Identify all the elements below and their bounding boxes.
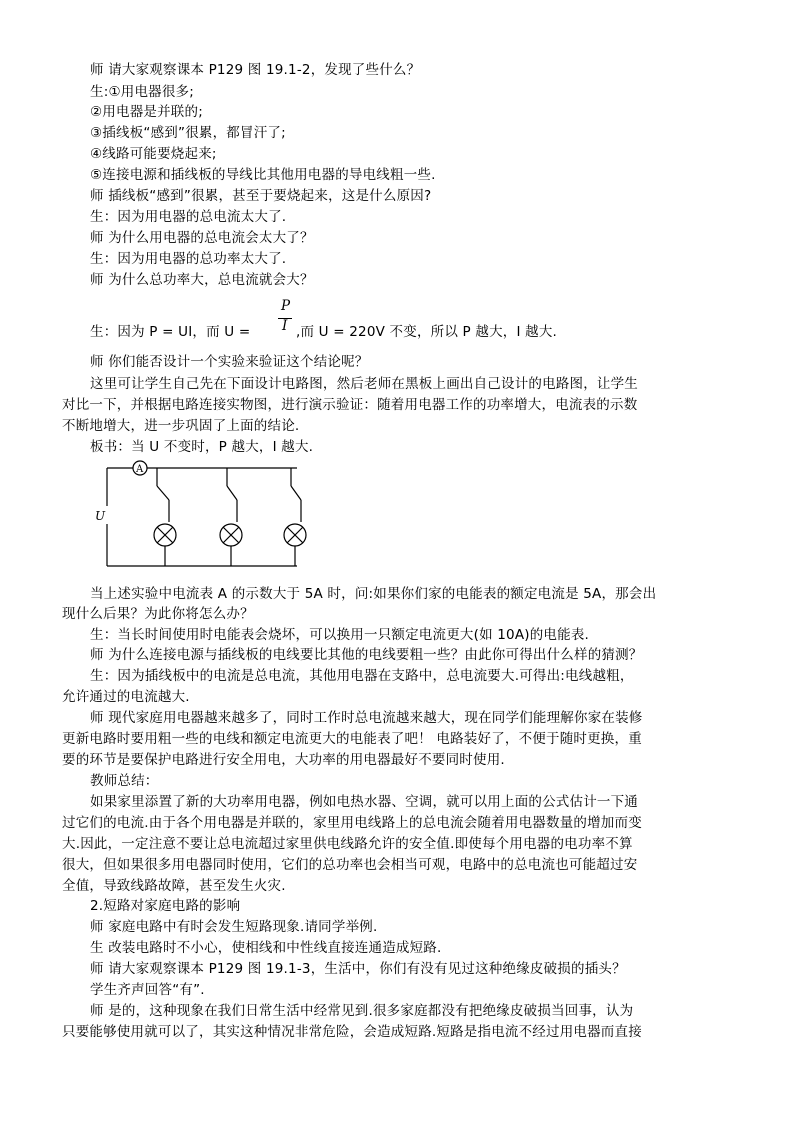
text-line: 生：因为用电器的总功率太大了.: [90, 251, 287, 267]
text-line: 生：因为插线板中的电流是总电流，其他用电器在支路中，总电流要大.可得出:电线越粗，: [90, 668, 634, 684]
text-line: 过它们的电流.由于各个用电器是并联的，家里用电线路上的总电流会随着用电器数量的增加而变: [62, 815, 642, 831]
formula-prefix: 生：因为 P = UI，而 U =: [90, 324, 251, 340]
switch-2: [227, 486, 237, 500]
text-line: 教师总结：: [90, 773, 159, 789]
text-line: 这里可让学生自己先在下面设计电路图，然后老师在黑板上画出自己设计的电路图，让学生: [90, 376, 638, 392]
section-heading: 2.短路对家庭电路的影响: [90, 898, 241, 914]
text-line: 师 你们能否设计一个实验来验证这个结论呢？: [90, 354, 369, 370]
text-line: 师 为什么用电器的总电流会太大了？: [90, 230, 314, 246]
text-line: 生:①用电器很多;: [90, 84, 194, 100]
text-line: 师 插线板“感到”很累，甚至于要烧起来，这是什么原因?: [90, 188, 432, 204]
text-line: 生 改装电路时不小心，使相线和中性线直接连通造成短路.: [90, 940, 442, 956]
text-line: 只要能够使用就可以了，其实这种情况非常危险，会造成短路.短路是指电流不经过用电器而直接: [62, 1024, 642, 1040]
text-line: 如果家里添置了新的大功率用电器，例如电热水器、空调，就可以用上面的公式估计一下通: [90, 794, 638, 810]
text-line: 师 请大家观察课本 P129 图 19.1-2，发现了些什么？: [90, 62, 421, 78]
text-line: ④线路可能要烧起来;: [90, 146, 217, 162]
text-line: ②用电器是并联的;: [90, 104, 203, 120]
text-line: 生：当长时间使用时电能表会烧坏，可以换用一只额定电流更大(如 10A)的电能表.: [90, 627, 590, 643]
text-line: 全值，导致线路故障，甚至发生火灾.: [62, 878, 286, 894]
text-line: 要的环节是要保护电路进行安全用电，大功率的用电器最好不要同时使用.: [62, 752, 505, 768]
text-line: 对比一下，并根据电路连接实物图，进行演示验证：随着用电器工作的功率增大，电流表的示数: [62, 397, 638, 413]
fraction-denominator: I: [282, 318, 288, 334]
text-line: 板书：当 U 不变时，P 越大，I 越大.: [90, 439, 314, 455]
formula-suffix: ,而 U = 220V 不变，所以 P 越大，I 越大.: [296, 324, 558, 340]
text-line: 师 为什么总功率大，总电流就会大？: [90, 272, 314, 288]
fraction-numerator: P: [281, 298, 291, 314]
text-line: ③插线板“感到”很累，都冒汗了;: [90, 125, 286, 141]
text-line: 大.因此，一定注意不要让总电流超过家里供电线路允许的安全值.即使每个用电器的电功率不算: [62, 836, 633, 852]
voltage-label: U: [95, 509, 106, 523]
text-line: ⑤连接电源和插线板的导线比其他用电器的导电线粗一些.: [90, 167, 436, 183]
circuit-diagram: [95, 460, 325, 575]
text-line: 允许通过的电流越大.: [62, 689, 190, 705]
ammeter-label: A: [136, 464, 144, 475]
text-line: 当上述实验中电流表 A 的示数大于 5A 时，问:如果你们家的电能表的额定电流是 5A，那会出: [90, 586, 657, 602]
text-line: 更新电路时要用粗一些的电线和额定电流更大的电能表了吧！ 电路装好了，不便于随时更换，重: [62, 731, 642, 747]
text-line: 学生齐声回答“有”.: [90, 982, 205, 998]
text-line: 师 是的，这种现象在我们日常生活中经常见到.很多家庭都没有把绝缘皮破损当回事，认为: [90, 1003, 634, 1019]
text-line: 师 现代家庭用电器越来越多了，同时工作时总电流越来越大，现在同学们能理解你家在装修: [90, 710, 643, 726]
switch-3: [291, 486, 301, 500]
text-line: 不断地增大，进一步巩固了上面的结论.: [62, 418, 300, 434]
text-line: 师 为什么连接电源与插线板的电线要比其他的电线要粗一些？由此你可得出什么样的猜测？: [90, 647, 643, 663]
switch-1: [157, 486, 169, 500]
text-line: 很大，但如果很多用电器同时使用，它们的总功率也会相当可观，电路中的总电流也可能超过安: [62, 857, 638, 873]
text-line: 师 家庭电路中有时会发生短路现象.请同学举例.: [90, 919, 378, 935]
text-line: 现什么后果？为此你将怎么办？: [62, 606, 254, 622]
text-line: 生：因为用电器的总电流太大了.: [90, 209, 287, 225]
text-line: 师 请大家观察课本 P129 图 19.1-3，生活中，你们有没有见过这种绝缘皮破损的插头？: [90, 961, 626, 977]
